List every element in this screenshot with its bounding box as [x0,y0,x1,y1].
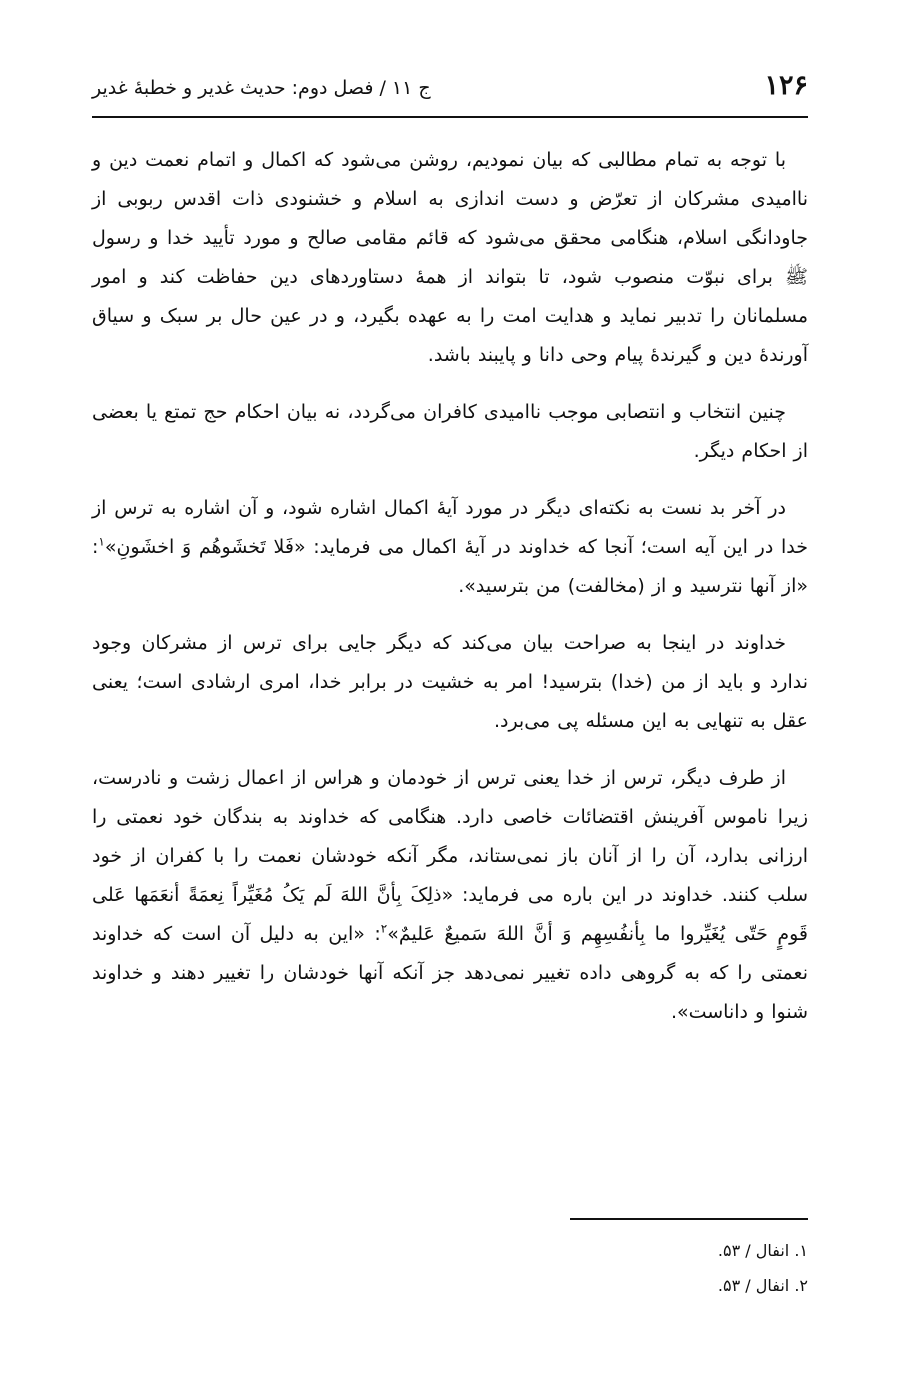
paragraph-text: : «از آنها نترسید و از (مخالفت) من بترسید». [92,536,808,597]
paragraph [92,759,808,1032]
footnote: ۱. انفال / ۵۳. [717,1241,808,1260]
footnote-ref: ۲ [380,921,388,936]
paragraph: خداوند در اینجا به صراحت بیان می‌کند که دیگر جایی برای ترس از مشرکان وجود ندارد و باید از من (خدا) بترسید! امر به خشیت در برابر خدا، امری ارشادی است؛ یعنی عقل به تنهایی به این مسئله پی می‌برد. [92,632,808,732]
paragraph-text: از طرف دیگر، ترس از خدا یعنی ترس از خودمان و هراس از اعمال زشت و نادرست، زیرا ناموس آفرینش اقتضائات خاصی دارد. هنگامی که خداوند به بندگان خود نعمتی را ارزانی بدارد، آن را از آنان باز نمی‌ستاند، مگر آنکه خودشان نعمت را با کفران از خود سلب کنند. خداوند در این باره می فرماید: «ذلِکَ بِأنَّ اللهَ لَم یَکُ مُغَیِّراً نِعمَةً أنعَمَها عَلی قَومٍ حَتّی یُغَیِّروا ما بِأنفُسِهِم وَ أنَّ اللهَ سَمیعٌ عَلیمٌ» [92,767,808,945]
page-header [92,66,808,110]
paragraph-text: : «این به دلیل آن است که خداوند نعمتی را که به گروهی داده تغییر نمی‌دهد جز آنکه آنها خودشان را تغییر دهند و خداوند شنوا و داناست». [92,923,808,1023]
footnote-ref: ۱ [98,534,105,549]
footnote: ۲. انفال / ۵۳. [717,1276,808,1295]
header-rule [92,116,808,118]
footnotes [92,1233,808,1303]
page-number: ۱۲۶ [764,70,808,101]
body-text [92,141,808,1050]
paragraph: با توجه به تمام مطالبی که بیان نمودیم، روشن می‌شود که اکمال و اتمام نعمت دین و ناامیدی مشرکان از تعرّض و دست اندازی به اسلام و خشنودی ذات اقدس ربوبی از جاودانگی اسلام، هنگامی محقق می‌شود که قائم مقامی صالح و مورد تأیید خدا و رسول ﷺ برای نبوّت منصوب شود، تا بتواند از همهٔ دستاوردهای دین حفاظت کند و امور مسلمانان را تدبیر نماید و هدایت امت را به عهده بگیرد، و در عین حال بر سبک و سیاق آورندهٔ دین و گیرندهٔ پیام وحی دانا و پایبند باشد. [92,149,808,366]
running-head: ج ۱۱ / فصل دوم: حدیث غدیر و خطبهٔ غدیر [92,77,431,99]
paragraph [92,489,808,606]
paragraph: چنین انتخاب و انتصابی موجب ناامیدی کافران می‌گردد، نه بیان احکام حج تمتع یا بعضی از احکام دیگر. [92,401,808,462]
paragraph-text: در آخر بد نست به نکته‌ای دیگر در مورد آیهٔ اکمال اشاره شود، و آن اشاره به ترس از خدا در این آیه است؛ آنجا که خداوند در آیهٔ اکمال می فرماید: «فَلا تَخشَوهُم وَ اخشَونِ» [92,497,808,558]
footnote-rule [570,1218,808,1220]
